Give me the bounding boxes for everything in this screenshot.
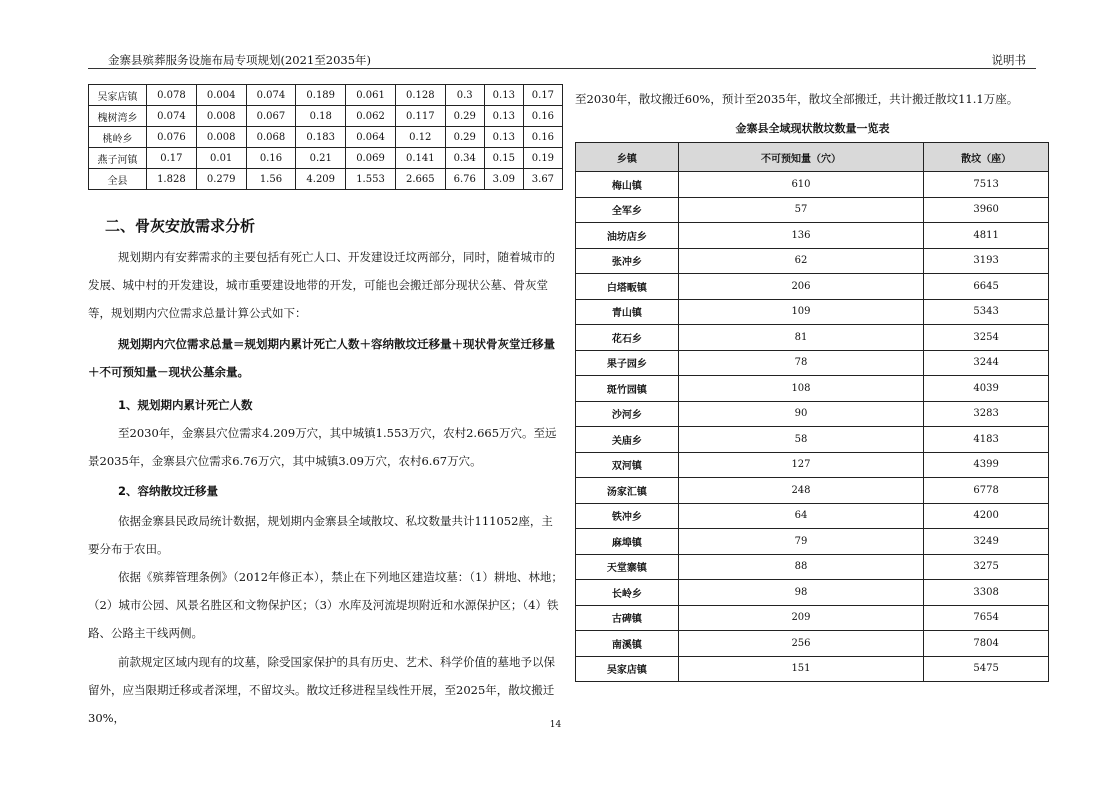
table-cell: 天堂寨镇 — [576, 554, 679, 580]
table-cell: 209 — [678, 605, 923, 631]
table-cell: 0.117 — [395, 106, 445, 127]
table-cell: 0.16 — [523, 106, 562, 127]
table-cell: 麻埠镇 — [576, 529, 679, 555]
table-cell: 58 — [678, 427, 923, 453]
table-cell: 206 — [678, 274, 923, 300]
table-cell: 槐树湾乡 — [89, 106, 147, 127]
table-row — [576, 631, 1049, 657]
table-cell: 全军乡 — [576, 197, 679, 223]
table-cell: 5343 — [924, 299, 1049, 325]
table-cell: 0.062 — [346, 106, 396, 127]
table-cell: 关庙乡 — [576, 427, 679, 453]
table-row — [576, 325, 1049, 351]
table-cell: 斑竹园镇 — [576, 376, 679, 402]
subheading-deaths: 1、规划期内累计死亡人数 — [118, 398, 253, 412]
table-row — [576, 529, 1049, 555]
table-row — [576, 656, 1049, 682]
table-cell: 0.067 — [246, 106, 296, 127]
table-cell: 全县 — [89, 169, 147, 190]
table-cell: 张冲乡 — [576, 248, 679, 274]
table-cell: 0.34 — [445, 148, 484, 169]
table-cell: 花石乡 — [576, 325, 679, 351]
table-cell: 0.183 — [296, 127, 346, 148]
table-row — [89, 106, 563, 127]
table-cell: 0.069 — [346, 148, 396, 169]
table-cell: 果子园乡 — [576, 350, 679, 376]
table-cell: 1.553 — [346, 169, 396, 190]
table-cell: 248 — [678, 478, 923, 504]
table-cell: 0.078 — [147, 85, 197, 106]
table-row — [576, 172, 1049, 198]
table-cell: 0.008 — [196, 106, 246, 127]
table-cell: 0.068 — [246, 127, 296, 148]
table-cell: 古碑镇 — [576, 605, 679, 631]
table-row — [576, 223, 1049, 249]
table-cell: 吴家店镇 — [576, 656, 679, 682]
table-cell: 0.128 — [395, 85, 445, 106]
table-row — [89, 169, 563, 190]
document-type: 说明书 — [991, 53, 1026, 67]
table-cell: 青山镇 — [576, 299, 679, 325]
table-cell: 127 — [678, 452, 923, 478]
table-cell: 0.008 — [196, 127, 246, 148]
table-cell: 64 — [678, 503, 923, 529]
table-row — [576, 248, 1049, 274]
table-cell: 151 — [678, 656, 923, 682]
table-cell: 梅山镇 — [576, 172, 679, 198]
table-cell: 0.17 — [147, 148, 197, 169]
table-cell: 0.15 — [484, 148, 523, 169]
table-cell: 4183 — [924, 427, 1049, 453]
table-cell: 2.665 — [395, 169, 445, 190]
document-title: 金寨县殡葬服务设施布局专项规划(2021至2035年) — [108, 53, 372, 67]
table-cell: 1.56 — [246, 169, 296, 190]
table-row — [576, 503, 1049, 529]
table-cell: 长岭乡 — [576, 580, 679, 606]
table-cell: 双河镇 — [576, 452, 679, 478]
formula-paragraph: 规划期内穴位需求总量＝规划期内累计死亡人数＋容纳散坟迁移量＋现状骨灰堂迁移量＋不可预知量－现状公墓余量。 — [88, 337, 555, 379]
table-row — [576, 427, 1049, 453]
intro-paragraph: 规划期内有安葬需求的主要包括有死亡人口、开发建设迁坟两部分，同时，随着城市的发展、城中村的开发建设，城市重要建设地带的开发，可能也会搬迁部分现状公墓、骨灰堂等，规划期内穴位需求总量计算公式如下： — [88, 250, 555, 320]
table-cell: 88 — [678, 554, 923, 580]
table-cell: 4039 — [924, 376, 1049, 402]
table-cell: 109 — [678, 299, 923, 325]
table-header-row — [576, 143, 1049, 172]
table-cell: 7804 — [924, 631, 1049, 657]
table-cell: 0.3 — [445, 85, 484, 106]
table-cell: 7513 — [924, 172, 1049, 198]
table-cell: 90 — [678, 401, 923, 427]
table-cell: 0.189 — [296, 85, 346, 106]
table-cell: 4399 — [924, 452, 1049, 478]
table-row — [89, 148, 563, 169]
table-row — [89, 127, 563, 148]
table-cell: 吴家店镇 — [89, 85, 147, 106]
header-unpredictable: 不可预知量（穴） — [678, 143, 923, 172]
table-cell: 0.21 — [296, 148, 346, 169]
table-cell: 0.061 — [346, 85, 396, 106]
table-cell: 汤家汇镇 — [576, 478, 679, 504]
table-row — [576, 350, 1049, 376]
page-number: 14 — [549, 720, 562, 730]
header-township: 乡镇 — [576, 143, 679, 172]
table-cell: 0.13 — [484, 85, 523, 106]
table-cell: 0.29 — [445, 106, 484, 127]
table-cell: 燕子河镇 — [89, 148, 147, 169]
relocation-paragraph: 前款规定区域内现有的坟墓，除受国家保护的具有历史、艺术、科学价值的墓地予以保留外，应当限期迁移或者深埋，不留坟头。散坟迁移进程呈线性开展，至2025年，散坟搬迁30%， — [88, 655, 555, 725]
table-cell: 0.064 — [346, 127, 396, 148]
table-title: 金寨县全域现状散坟数量一览表 — [735, 122, 890, 135]
table-cell: 0.19 — [523, 148, 562, 169]
table-cell: 沙河乡 — [576, 401, 679, 427]
table-cell: 6778 — [924, 478, 1049, 504]
header-graves: 散坟（座） — [924, 143, 1049, 172]
table-row — [576, 401, 1049, 427]
table-cell: 0.16 — [246, 148, 296, 169]
table-cell: 3960 — [924, 197, 1049, 223]
table-cell: 3275 — [924, 554, 1049, 580]
table-cell: 78 — [678, 350, 923, 376]
table-cell: 白塔畈镇 — [576, 274, 679, 300]
table-cell: 油坊店乡 — [576, 223, 679, 249]
table-row — [576, 478, 1049, 504]
table-cell: 62 — [678, 248, 923, 274]
table-cell: 1.828 — [147, 169, 197, 190]
left-data-table — [88, 84, 563, 190]
table-cell: 3244 — [924, 350, 1049, 376]
table-cell: 81 — [678, 325, 923, 351]
table-cell: 3249 — [924, 529, 1049, 555]
table-cell: 0.12 — [395, 127, 445, 148]
table-cell: 3.09 — [484, 169, 523, 190]
table-cell: 0.279 — [196, 169, 246, 190]
table-cell: 4811 — [924, 223, 1049, 249]
table-row — [576, 452, 1049, 478]
table-cell: 6645 — [924, 274, 1049, 300]
table-cell: 3193 — [924, 248, 1049, 274]
graves-paragraph: 依据金寨县民政局统计数据，规划期内金寨县全域散坟、私坟数量共计111052座，主要分布于农田。 — [88, 514, 553, 556]
table-cell: 79 — [678, 529, 923, 555]
table-cell: 5475 — [924, 656, 1049, 682]
table-row — [576, 274, 1049, 300]
table-cell: 0.13 — [484, 106, 523, 127]
table-cell: 0.29 — [445, 127, 484, 148]
graves-table — [575, 142, 1049, 682]
regulation-paragraph: 依据《殡葬管理条例》（2012年修正本），禁止在下列地区建造坟墓：（1）耕地、林地；（2）城市公园、风景名胜区和文物保护区；（3）水库及河流堤坝附近和水源保护区；（4）铁路、公路主干线两侧。 — [88, 570, 563, 640]
table-row — [576, 580, 1049, 606]
table-cell: 3254 — [924, 325, 1049, 351]
table-cell: 4200 — [924, 503, 1049, 529]
table-row — [576, 197, 1049, 223]
table-cell: 3283 — [924, 401, 1049, 427]
table-cell: 7654 — [924, 605, 1049, 631]
table-cell: 0.004 — [196, 85, 246, 106]
table-cell: 3308 — [924, 580, 1049, 606]
table-cell: 57 — [678, 197, 923, 223]
table-cell: 0.17 — [523, 85, 562, 106]
table-cell: 0.16 — [523, 127, 562, 148]
table-cell: 0.01 — [196, 148, 246, 169]
table-cell: 0.076 — [147, 127, 197, 148]
table-cell: 0.13 — [484, 127, 523, 148]
section-title: 二、骨灰安放需求分析 — [105, 217, 256, 235]
table-cell: 0.18 — [296, 106, 346, 127]
table-row — [576, 376, 1049, 402]
table-cell: 108 — [678, 376, 923, 402]
table-row — [89, 85, 563, 106]
table-cell: 南溪镇 — [576, 631, 679, 657]
table-cell: 3.67 — [523, 169, 562, 190]
table-row — [576, 554, 1049, 580]
table-cell: 98 — [678, 580, 923, 606]
continued-paragraph: 至2030年，散坟搬迁60%，预计至2035年，散坟全部搬迁，共计搬迁散坟11.1万座。 — [575, 92, 1019, 106]
page-header — [88, 52, 1036, 69]
table-cell: 0.074 — [147, 106, 197, 127]
table-cell: 0.141 — [395, 148, 445, 169]
table-cell: 4.209 — [296, 169, 346, 190]
table-cell: 铁冲乡 — [576, 503, 679, 529]
table-row — [576, 299, 1049, 325]
table-cell: 136 — [678, 223, 923, 249]
table-cell: 0.074 — [246, 85, 296, 106]
deaths-paragraph: 至2030年，金寨县穴位需求4.209万穴，其中城镇1.553万穴，农村2.665万穴。至远景2035年，金寨县穴位需求6.76万穴，其中城镇3.09万穴，农村6.67万穴。 — [88, 426, 557, 468]
table-cell: 610 — [678, 172, 923, 198]
table-cell: 256 — [678, 631, 923, 657]
table-cell: 桃岭乡 — [89, 127, 147, 148]
table-row — [576, 605, 1049, 631]
subheading-graves: 2、容纳散坟迁移量 — [118, 484, 219, 498]
table-cell: 6.76 — [445, 169, 484, 190]
